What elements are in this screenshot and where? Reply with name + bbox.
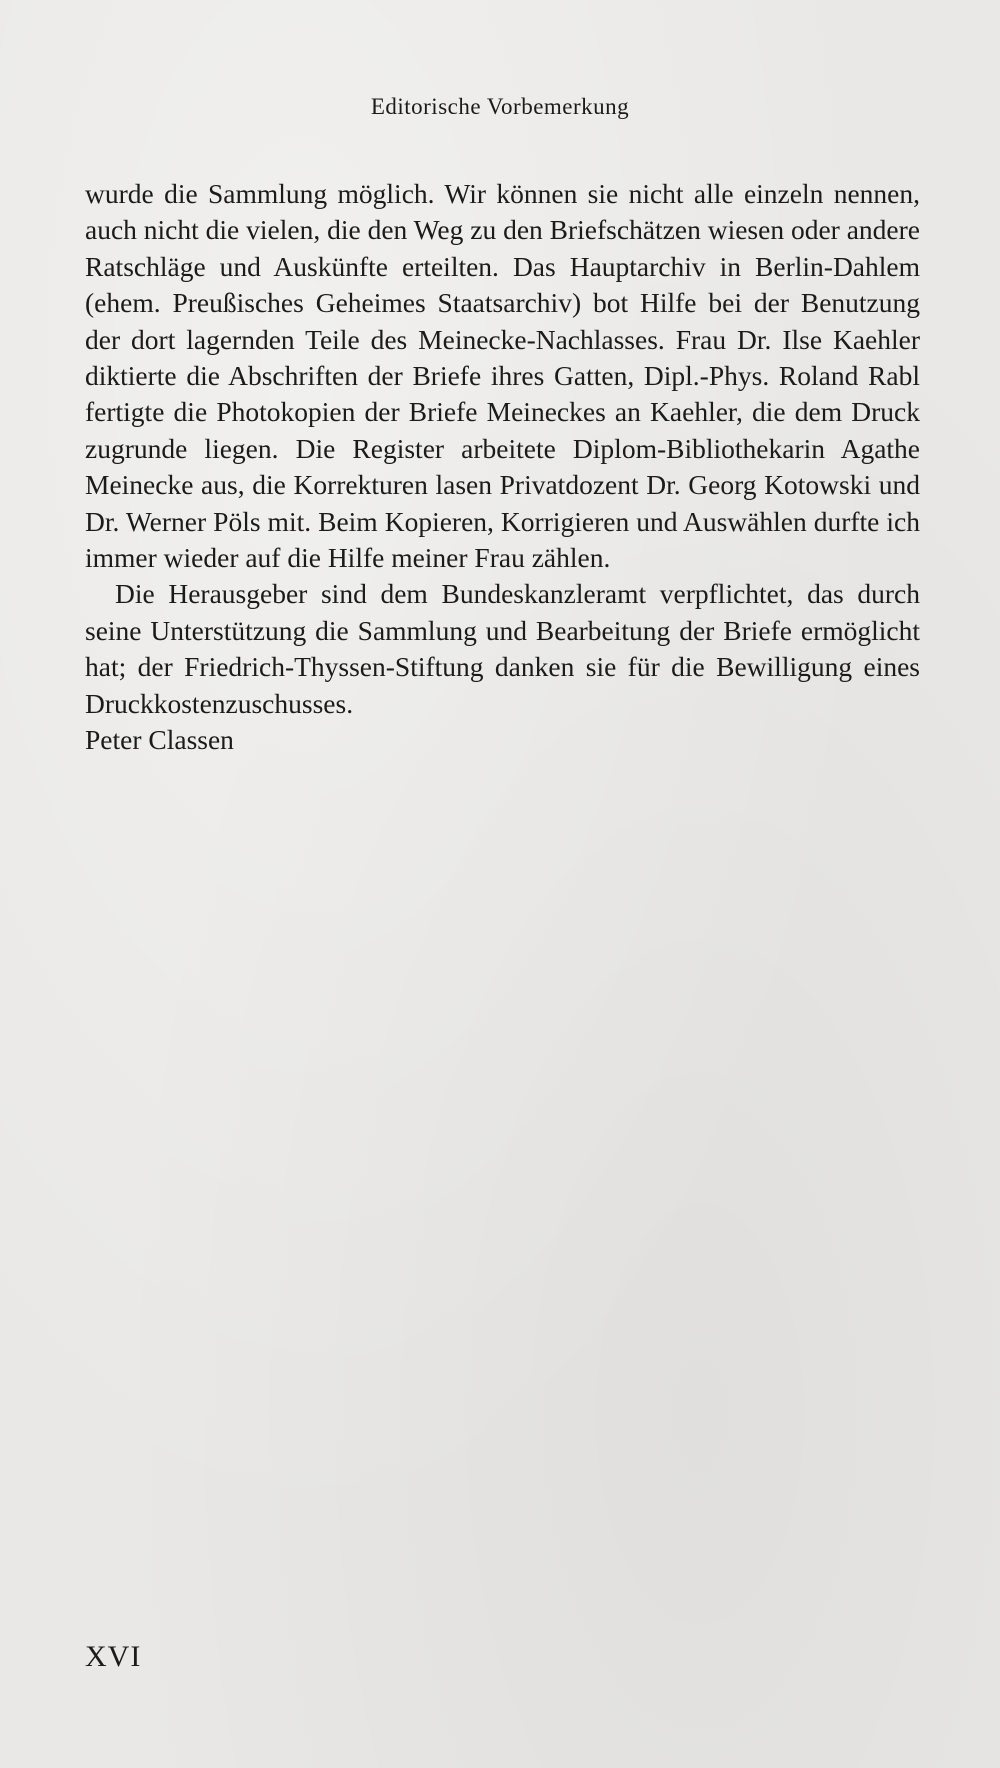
- running-head: Editorische Vorbemerkung: [370, 94, 630, 119]
- body-text: [85, 176, 920, 759]
- page-number: XVI: [85, 1640, 142, 1673]
- signature: Peter Classen: [85, 724, 234, 756]
- paragraph-1: wurde die Sammlung möglich. Wir können sie nicht alle einzeln nennen, auch nicht die vielen, die den Weg zu den Briefschätzen wiesen oder andere Ratschläge und Auskünfte erteilten. Das Hauptarchiv in Berlin-Dahlem (ehem. Preußisches Geheimes Staatsarchiv) bot Hilfe bei der Benutzung der dort lagernden Teile des Meinecke-Nachlasses. Frau Dr. Ilse Kaehler diktierte die Abschriften der Briefe ihres Gatten, Dipl.-Phys. Roland Rabl fertigte die Photokopien der Briefe Meineckes an Kaehler, die dem Druck zugrunde liegen. Die Register arbeitete Diplom-Bibliothekarin Agathe Meinecke aus, die Korrekturen lasen Privatdozent Dr. Georg Kotowski und Dr. Werner Pöls mit. Beim Kopieren, Korrigieren und Auswählen durfte ich immer wieder auf die Hilfe meiner Frau zählen.: [85, 178, 920, 574]
- paragraph-2: Die Herausgeber sind dem Bundeskanzleramt verpflichtet, das durch seine Unterstützung die Sammlung und Bearbeitung der Briefe ermöglicht hat; der Friedrich-Thyssen-Stiftung danken sie für die Bewilligung eines Druckkostenzuschusses.: [85, 578, 920, 719]
